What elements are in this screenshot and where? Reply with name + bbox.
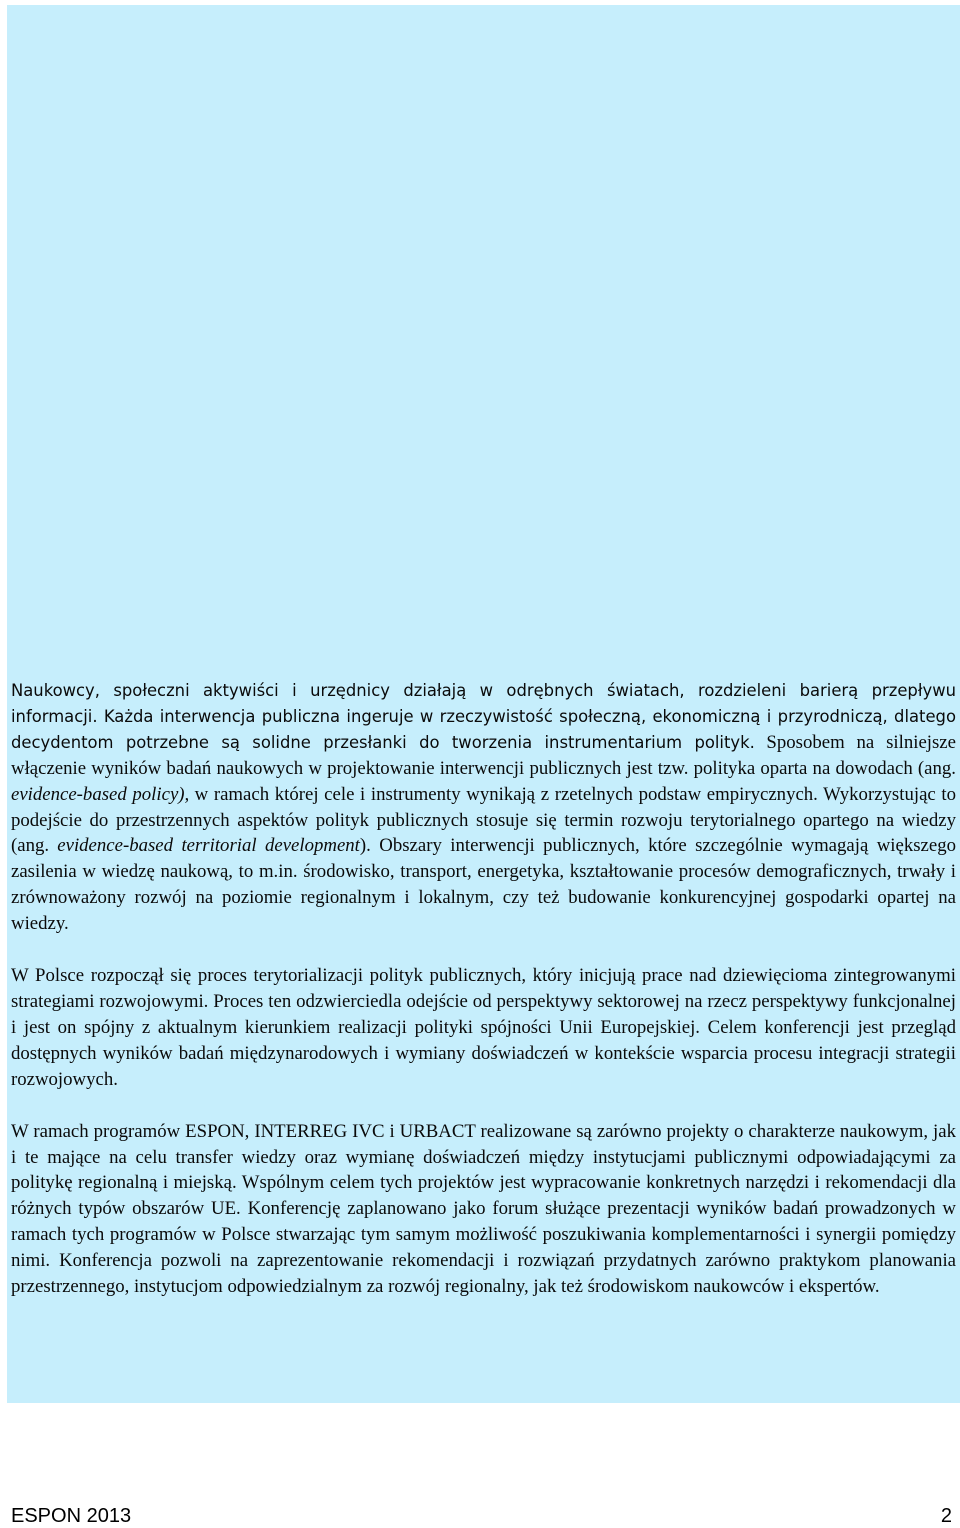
paragraph-1 [11,678,956,937]
paragraph-1-serif-part-2: w ramach której cele i instrumenty wynikają z rzetelnych podstaw empirycznych. Wykorzystując to podejście do przestrzennych aspektów polityk publicznych stosuje się termin rozwoju terytorialnego opartego na wiedzy (ang. [11,783,956,857]
paragraph-1-sans-part: Naukowcy, społeczni aktywiści i urzędnicy działają w odrębnych światach, rozdzieleni barierą przepływu informacji. Każda interwencja publiczna ingeruje w rzeczywistość społeczną, ekonomiczną i przyrodniczą, dlatego decydentom potrzebne są solidne przesłanki do tworzenia instrumentarium polityk. [11,681,956,752]
paragraph-1-italic-term-2: evidence-based territorial development [57,835,360,857]
paragraph-1-serif-part-3: ). Obszary interwencji publicznych, które szczególnie wymagają większego zasilenia w wiedzę naukową, to m.in. środowisko, transport, energetyka, kształtowanie procesów demograficznych, trwały i zrównoważony rozwój na poziomie regionalnym i lokalnym, czy też budowanie konkurencyjnej gospodarki opartej na wiedzy. [11,835,956,935]
page-number: 2 [940,1505,952,1527]
paragraph-1-italic-term-1: evidence-based policy), [11,783,190,805]
paragraph-1-serif-part-1: Sposobem na silniejsze włączenie wyników badań naukowych w projektowanie interwencji publicznych jest tzw. polityka oparta na dowodach (ang. [11,731,956,779]
paragraph-2: W Polsce rozpoczął się proces terytorializacji polityk publicznych, który inicjują prace nad dziewięcioma zintegrowanymi strategiami rozwojowymi. Proces ten odzwierciedla odejście od perspektywy sektorowej na rzecz perspektywy funkcjonalnej i jest on spójny z aktualnym kierunkiem realizacji polityki spójności Unii Europejskiej. Celem konferencji jest przegląd dostępnych wyników badań międzynarodowych i wymiany doświadczeń w kontekście wsparcia procesu integracji strategii rozwojowych. [11,965,956,1090]
footer-program-label: ESPON 2013 [11,1505,132,1527]
document-body [11,678,956,1300]
content-panel [7,5,960,1403]
paragraph-3: W ramach programów ESPON, INTERREG IVC i URBACT realizowane są zarówno projekty o charakterze naukowym, jak i te mające na celu transfer wiedzy oraz wymianę doświadczeń między instytucjami publicznymi odpowiadającymi za politykę regionalną i miejską. Wspólnym celem tych projektów jest wypracowanie konkretnych narzędzi i rekomendacji dla różnych typów obszarów UE. Konferencję zaplanowano jako forum służące prezentacji wyników badań prowadzonych w ramach tych programów w Polsce stwarzając tym samym możliwość poszukiwania komplementarności i synergii pomiędzy nimi. Konferencja pozwoli na zaprezentowanie rekomendacji i rozwiązań przydatnych zarówno praktykom planowania przestrzennego, instytucjom odpowiedzialnym za rozwój regionalny, jak też środowiskom naukowców i ekspertów. [11,1120,956,1298]
